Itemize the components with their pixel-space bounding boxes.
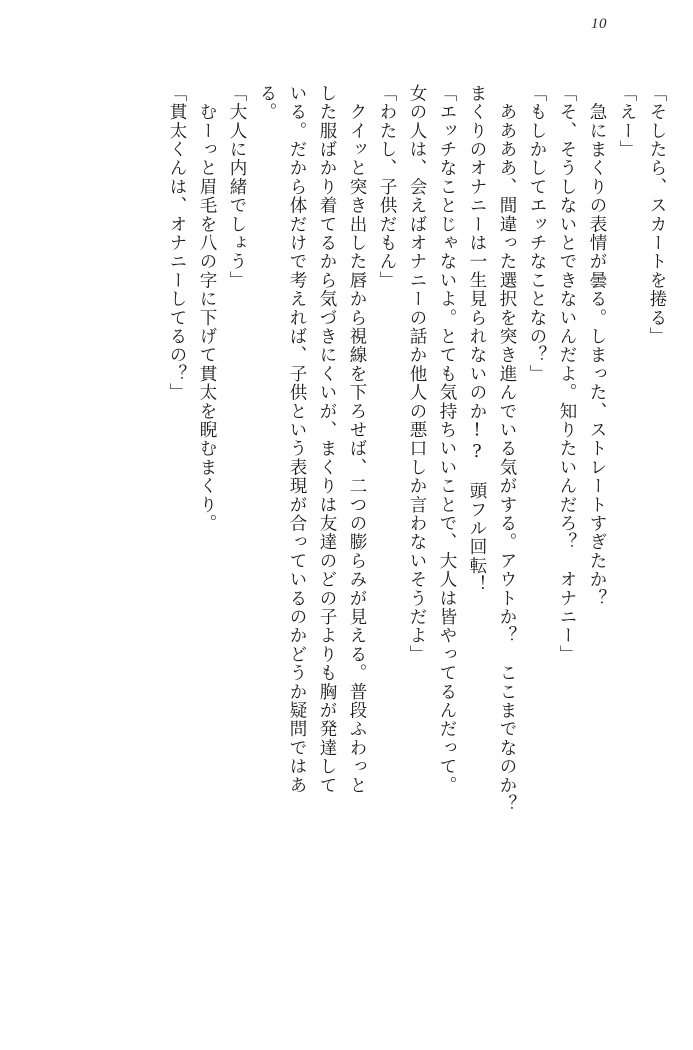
- text-line: いる。だから体だけで考えれば、子供という表現が合っているのかどうか疑問ではあ: [287, 84, 307, 795]
- body-text-vertical: [28, 84, 665, 1020]
- text-line: 「そ、そうしないとできないんだよ。知りたいんだろ？ オナニー」: [557, 84, 577, 664]
- page-number: 10: [591, 16, 607, 32]
- text-line: むーっと眉毛を八の字に下げて貫太を睨むまくり。: [197, 84, 217, 533]
- text-line: 「もしかしてエッチなことなの？」: [527, 84, 547, 384]
- text-line: クイッと突き出した唇から視線を下ろせば、二つの膨らみが見える。普段ふわっと: [347, 84, 367, 795]
- text-line: まくりのオナニーは一生見られないのか!? 頭フル回転！: [467, 84, 487, 594]
- text-line: 「そしたら、スカートを捲る」: [647, 84, 667, 346]
- text-line: 「わたし、子供だもん」: [377, 84, 397, 290]
- text-line: 「貫太くんは、オナニーしてるの？」: [167, 84, 187, 402]
- text-line: 「エッチなことじゃないよ。とても気持ちいいことで、大人は皆やってるんだって。: [437, 84, 457, 795]
- text-line: した服ばかり着てるから気づきにくいが、まくりは友達のどの子よりも胸が発達して: [317, 84, 337, 795]
- text-line: 急にまくりの表情が曇る。しまった、ストレートすぎたか？: [587, 84, 607, 608]
- text-line: 「えー」: [617, 84, 637, 159]
- text-line: 女の人は、会えばオナニーの話か他人の悪口しか言わないそうだよ」: [407, 84, 427, 664]
- text-line: る。: [257, 84, 277, 122]
- text-line: 「大人に内緒でしょう」: [227, 84, 247, 290]
- text-line: ああああ、間違った選択を突き進んでいる気がする。アウトか？ ここまでなのか？: [497, 84, 517, 814]
